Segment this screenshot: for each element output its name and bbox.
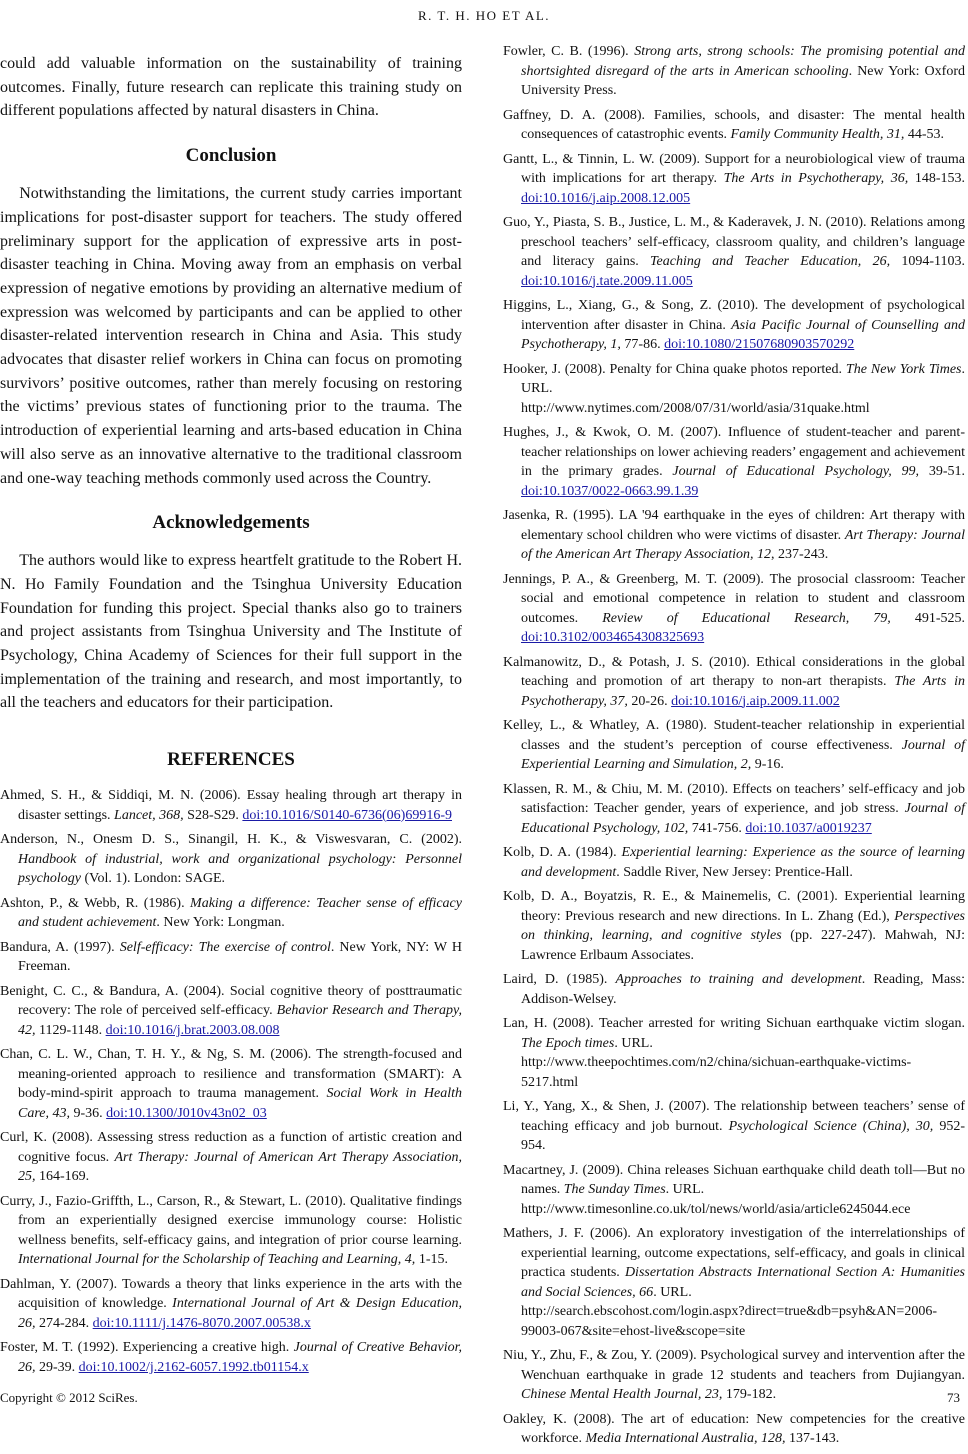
reference-item: Niu, Y., Zhu, F., & Zou, Y. (2009). Psychological survey and intervention after the Wenchuan earthquake in grade 12 students and teachers from Dujiangyan. Chinese Mental Health Journal, 23, 179-182. bbox=[503, 1348, 965, 1402]
reference-item: Fowler, C. B. (1996). Strong arts, strong schools: The promising potential and shortsighted disregard of the arts in American schooling. New York: Oxford University Press. bbox=[503, 44, 965, 98]
acknowledgements-heading: Acknowledgements bbox=[152, 512, 310, 534]
doi-link[interactable]: doi:10.1300/J010v43n02_03 bbox=[106, 1105, 267, 1121]
reference-item: Gantt, L., & Tinnin, L. W. (2009). Support for a neurobiological view of trauma with implications for art therapy. The Arts in Psychotherapy, 36, 148-153. doi:10.1016/j.aip.2008.12.005 bbox=[503, 151, 965, 206]
conclusion-heading: Conclusion bbox=[185, 145, 277, 167]
reference-item: Klassen, R. M., & Chiu, M. M. (2010). Effects on teachers’ self-efficacy and job satisfaction: Teacher gender, years of experience, and job stress. Journal of Educational Psychology, 102, 741-756. doi:10.1037/a0019237 bbox=[503, 781, 965, 836]
intro-paragraph: could add valuable information on the sustainability of training outcomes. Finally, future research can replicate this training study on different populations affected by natural disasters in China. bbox=[0, 55, 462, 120]
reference-item: Kolb, D. A., Boyatzis, R. E., & Mainemelis, C. (2001). Experiential learning theory: Previous research and new directions. In L. Zhang (Ed.), Perspectives on thinking, learning, and cognitive styles (pp. 227-247). Mahwah, NJ: Lawrence Erlbaum Associates. bbox=[503, 889, 965, 963]
conclusion-paragraph: Notwithstanding the limitations, the current study carries important implications for post-disaster support for teachers. The study offered preliminary support for the application of expressive arts in post-disaster teaching in China. Moving away from an emphasis on verbal expression of negative emotions by providing an alternative medium of expression was welcomed by participants and can be applied to other disaster-related intervention research in China and Asia. This study advocates that disaster relief workers in China can focus on promoting survivors’ positive outcomes, rather than merely focusing on restoring the victims’ previous states of functioning prior to the trauma. The introduction of experiential learning and arts-based education in China will also serve as an innovative alternative to the traditional classroom and one-way teaching methods commonly used across the Country. bbox=[0, 185, 462, 487]
url-link[interactable]: http://www.theepochtimes.com/n2/china/sichuan-earthquake-victims-5217.html bbox=[521, 1055, 912, 1090]
reference-item: Anderson, N., Onesm D. S., Sinangil, H. K., & Viswesvaran, C. (2002). Handbook of industrial, work and organizational psychology: Personnel psychology (Vol. 1). London: SAGE. bbox=[0, 832, 462, 887]
doi-link[interactable]: doi:10.1016/S0140-6736(06)69916-9 bbox=[242, 807, 452, 823]
reference-item: Macartney, J. (2009). China releases Sichuan earthquake child death toll—But no names. The Sunday Times. URL. http://www.timesonline.co.uk/tol/news/world/asia/article6245044.ece bbox=[503, 1161, 965, 1220]
reference-item: Guo, Y., Piasta, S. B., Justice, L. M., & Kaderavek, J. N. (2010). Relations among preschool teachers’ self-efficacy, classroom quality, and children’s language and literacy gains. Teaching and Teacher Education, 26, 1094-1103. doi:10.1016/j.tate.2009.11.005 bbox=[503, 215, 965, 289]
reference-item: Kalmanowitz, D., & Potash, J. S. (2010). Ethical considerations in the global teaching and promotion of art therapy to non-art therapists. The Arts in Psychotherapy, 37, 20-26. doi:10.1016/j.aip.2009.11.002 bbox=[503, 654, 965, 709]
reference-item: Higgins, L., Xiang, G., & Song, Z. (2010). The development of psychological intervention after disaster in China. Asia Pacific Journal of Counselling and Psychotherapy, 1, 77-86. doi:10.1080/21507680903570292 bbox=[503, 298, 966, 352]
doi-link[interactable]: doi:10.1002/j.2162-6057.1992.tb01154.x bbox=[78, 1359, 309, 1375]
reference-item: Oakley, K. (2008). The art of education: New competencies for the creative workforce. Media International Australia, 128, 137-143. bbox=[503, 1411, 965, 1446]
doi-link[interactable]: doi:10.1016/j.aip.2008.12.005 bbox=[521, 190, 691, 206]
reference-item: Kolb, D. A. (1984). Experiential learning: Experience as the source of learning and development. Saddle River, New Jersey: Prentice-Hall. bbox=[503, 845, 965, 880]
doi-link[interactable]: doi:10.1037/a0019237 bbox=[745, 820, 872, 836]
reference-item: Li, Y., Yang, X., & Shen, J. (2007). The relationship between teachers’ sense of teaching efficacy and job burnout. Psychological Science (China), 30, 952-954. bbox=[503, 1099, 965, 1153]
reference-item: Hughes, J., & Kwok, O. M. (2007). Influence of student-teacher and parent-teacher relationships on lower achieving readers’ engagement and achievement in the primary grades. Journal of Educational Psychology, 99, 39-51. doi:10.1037/0022-0663.99.1.39 bbox=[503, 425, 965, 499]
reference-item: Curl, K. (2008). Assessing stress reduction as a function of artistic creation and cognitive focus. Art Therapy: Journal of American Art Therapy Association, 25, 164-169. bbox=[0, 1130, 462, 1185]
reference-item: Lan, H. (2008). Teacher arrested for writing Sichuan earthquake victim slogan. The Epoch times. URL. http://www.theepochtimes.com/n2/china/sichuan-earthquake-victims-5217.html bbox=[503, 1014, 965, 1092]
doi-link[interactable]: doi:10.3102/0034654308325693 bbox=[521, 630, 705, 645]
references-heading: REFERENCES bbox=[167, 749, 295, 771]
right-column bbox=[503, 42, 965, 1454]
reference-item: Kelley, L., & Whatley, A. (1980). Student-teacher relationship in experiential classes and the student’s perception of course effectiveness. Journal of Experiential Learning and Simulation, 2, 9-16. bbox=[503, 718, 965, 772]
url-link[interactable]: http://search.ebscohost.com/login.aspx?direct=true&db=psyh&AN=2006-99003-067&site=ehost-live&scope=site bbox=[521, 1304, 937, 1339]
reference-item: Chan, C. L. W., Chan, T. H. Y., & Ng, S. M. (2006). The strength-focused and meaning-oriented approach to resilience and transformation (SMART): A body-mind-spirit approach to trauma management. Social Work in Health Care, 43, 9-36. doi:10.1300/J010v43n02_03 bbox=[0, 1047, 462, 1121]
reference-item: Laird, D. (1985). Approaches to training and development. Reading, Mass: Addison-Welsey. bbox=[503, 972, 965, 1007]
reference-item: Dahlman, Y. (2007). Towards a theory that links experience in the arts with the acquisition of knowledge. International Journal of Art & Design Education, 26, 274-284. doi:10.1111/j.1476-8070.2007.00538.x bbox=[0, 1276, 463, 1331]
url-link[interactable]: http://www.nytimes.com/2008/07/31/world/asia/31quake.html bbox=[521, 400, 870, 416]
reference-list-right bbox=[503, 42, 965, 1449]
reference-item: Curry, J., Fazio-Griffth, L., Carson, R., & Stewart, L. (2010). Qualitative findings from an experientially designed exercise immunology course: Holistic wellness benefits, self-efficacy gains, and integration of prior course learning. International Journal for the Scholarship of Teaching and Learning, 4, 1-15. bbox=[0, 1193, 462, 1268]
doi-link[interactable]: doi:10.1016/j.aip.2009.11.002 bbox=[671, 693, 840, 709]
reference-list-left bbox=[0, 786, 462, 1377]
reference-item: Gaffney, D. A. (2008). Families, schools, and disaster: The mental health consequences of catastrophic events. Family Community Health, 31, 44-53. bbox=[503, 107, 965, 142]
reference-item: Mathers, J. F. (2006). An exploratory investigation of the interrelationships of experiential learning, outcome expectations, self-efficacy, and goals in clinical practica students. Dissertation Abstracts International Section A: Humanities and Social Sciences, 66. URL. http://search.ebscohost.com/login.aspx?direct=true&db=psyh&AN=2006-99003-067&site=ehost-live&scope=site bbox=[503, 1224, 965, 1341]
acknowledgements-paragraph: The authors would like to express heartfelt gratitude to the Robert H. N. Ho Family Foundation and the Tsinghua University Education Foundation for funding this project. Special thanks also go to trainers and project assistants from Tsinghua University and The Institute of Psychology, China Academy of Sciences for their full support in the implementation of the training and research, and most importantly, to all the teachers and educators for their participation. bbox=[0, 552, 462, 712]
url-link[interactable]: http://www.timesonline.co.uk/tol/news/world/asia/article6245044.ece bbox=[521, 1201, 911, 1217]
page-number: 73 bbox=[947, 1390, 960, 1405]
reference-item: Benight, C. C., & Bandura, A. (2004). Social cognitive theory of posttraumatic recovery: The role of perceived self-efficacy. Behavior Research and Therapy, 42, 1129-1148. doi:10.1016/j.brat.2003.08.008 bbox=[0, 983, 462, 1038]
reference-item: Ashton, P., & Webb, R. (1986). Making a difference: Teacher sense of efficacy and student achievement. New York: Longman. bbox=[0, 895, 462, 931]
doi-link[interactable]: doi:10.1111/j.1476-8070.2007.00538.x bbox=[92, 1315, 311, 1331]
copyright-notice: Copyright © 2012 SciRes. bbox=[0, 1390, 138, 1405]
reference-item: Hooker, J. (2008). Penalty for China quake photos reported. The New York Times. URL. http://www.nytimes.com/2008/07/31/world/asia/31quake.html bbox=[503, 360, 965, 419]
reference-item: Foster, M. T. (1992). Experiencing a creative high. Journal of Creative Behavior, 26, 29-39. doi:10.1002/j.2162-6057.1992.tb01154.x bbox=[0, 1340, 462, 1375]
left-column bbox=[0, 52, 462, 1382]
doi-link[interactable]: doi:10.1016/j.tate.2009.11.005 bbox=[521, 273, 693, 289]
doi-link[interactable]: doi:10.1080/21507680903570292 bbox=[664, 337, 855, 352]
doi-link[interactable]: doi:10.1037/0022-0663.99.1.39 bbox=[521, 483, 699, 499]
reference-item: Ahmed, S. H., & Siddiqi, M. N. (2006). Essay healing through art therapy in disaster settings. Lancet, 368, S28-S29. doi:10.1016/S0140-6736(06)69916-9 bbox=[0, 788, 462, 823]
running-header: R. T. H. HO ET AL. bbox=[417, 8, 551, 23]
reference-item: Jasenka, R. (1995). LA '94 earthquake in the eyes of children: Art therapy with elementary school children who were victims of disaster. Art Therapy: Journal of the American Art Therapy Association, 12, 237-243. bbox=[503, 508, 966, 562]
reference-item: Bandura, A. (1997). Self-efficacy: The exercise of control. New York, NY: W H Freeman. bbox=[0, 939, 462, 975]
doi-link[interactable]: doi:10.1016/j.brat.2003.08.008 bbox=[105, 1022, 280, 1038]
reference-item: Jennings, P. A., & Greenberg, M. T. (2009). The prosocial classroom: Teacher social and emotional competence in relation to student and classroom outcomes. Review of Educational Research, 79, 491-525. doi:10.3102/0034654308325693 bbox=[503, 571, 965, 645]
